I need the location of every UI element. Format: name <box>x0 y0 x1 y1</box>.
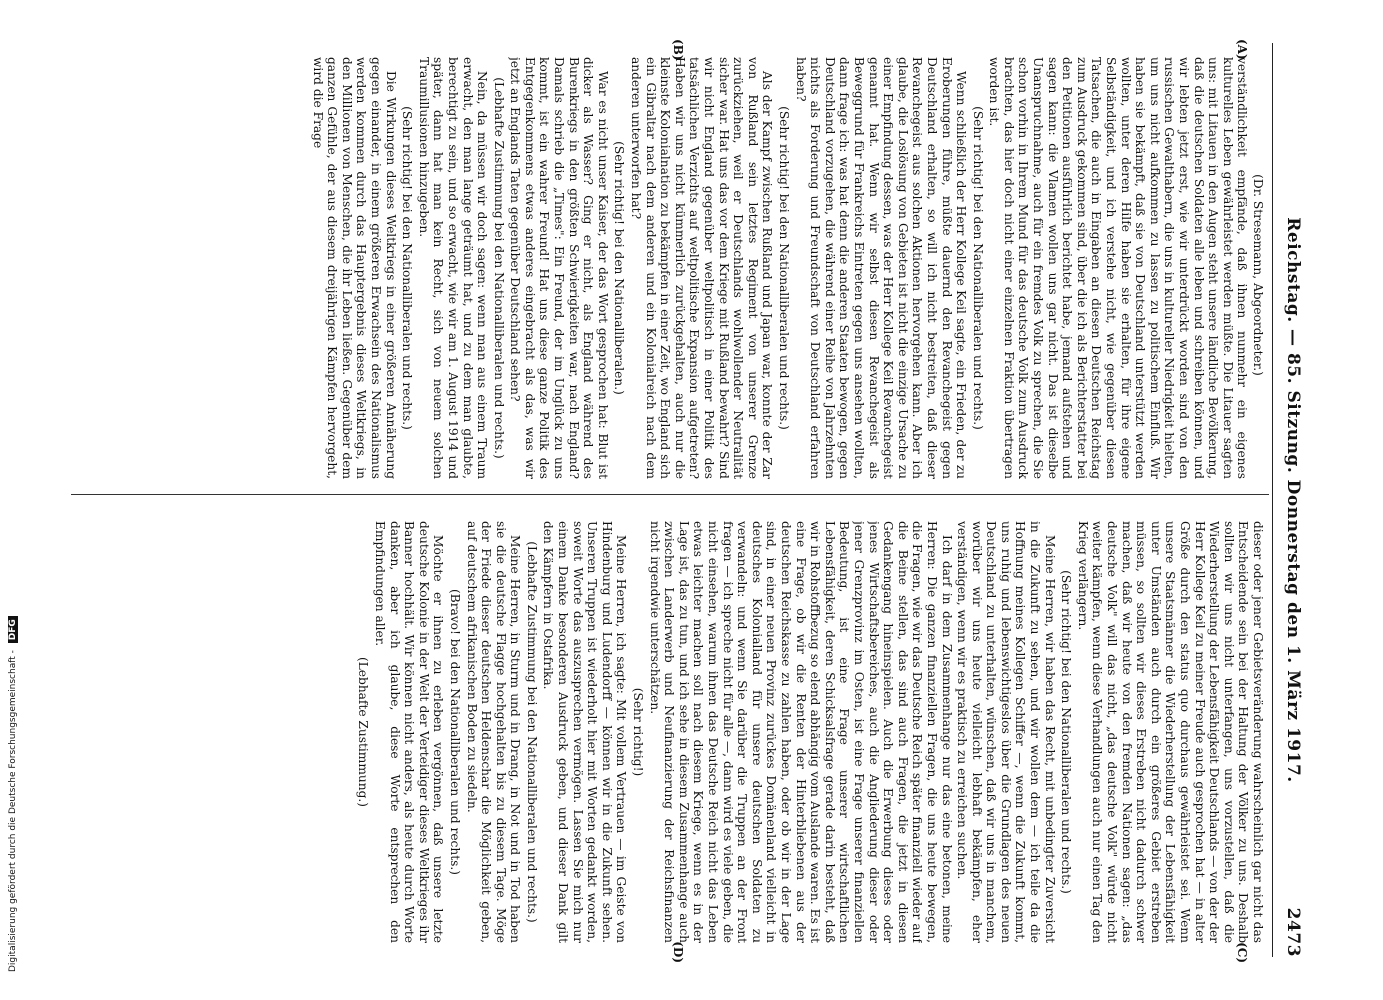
paragraph: Ich darf in dem Zusammenhange nur das eine betonen, meine Herren: Die ganzen finanziellen Fragen, die uns heute bewegen, die Fragen, wie wir das Deutsche Reich später finanziell wieder auf die Beine stellen, das sind auch Fragen, die jetzt in diesen Gedankengang hineinspielen. Auch die Erwerbung dieses oder jenes Wirtschaftsbereiches, auch die Angliederung dieser oder jener Grenzprovinz im Osten, ist eine Frage unserer finanziellen Bedeutung, ist eine Frage unserer wirtschaftlichen Lebensfähigkeit, deren Schicksalsfrage gerade darin besteht, daß wir in Rohstoffbezug so elend abhängig vom Auslande waren. Es ist eine Frage, ob wir die Renten der Hinterbliebenen aus der deutschen Reichskasse zu zahlen haben, oder ob wir in der Lage sind, in einer neuen Provinz zurückes Domänenland vielleicht in deutsches Kolonialland für unsere deutschen Soldaten zu verwandeln: und wenn Sie darüber die Truppen an der Front fragen — ich spreche nicht für alle —, dann wird es viele geben, die nicht einsehen, warum ihnen das Deutsche Reich nicht das Leben etwas leichter machen soll nach diesem Kriege, wenn es in der Lage ist, das zu tun, und ich sehe in diesem Zusammenhange auch zwischen Landerwerb und Neufinanzierung der Reichsfinanzen nicht irgendwie unterschätzen. <box>647 521 954 943</box>
margin-marker-a: (A) <box>1235 39 1249 60</box>
page-number: 2473 <box>1283 907 1303 957</box>
interjection: (Lebhafte Zustimmung.) <box>356 656 371 808</box>
header-title: Reichstag. — 85. Sitzung. Donnerstag den 1. März 1917. <box>1283 217 1303 783</box>
interjection: (Lebhafte Zustimmung bei den Nationalliberalen und rechts.) <box>524 541 539 923</box>
rotated-document-page <box>65 35 1305 965</box>
right-column <box>71 521 1265 943</box>
header-rule <box>1272 43 1273 957</box>
left-column <box>71 57 1265 479</box>
interjection: (Sehr richtig!) <box>631 687 646 777</box>
interjection: (Lebhafte Zustimmung bei den Nationalliberalen und rechts.) <box>491 77 506 459</box>
paragraph: Die Wirkungen dieses Weltkriegs in einer größeren Annäherung gegen einander, in einem größeren Erwachsein des Nationalismus werden kommen durch das Hauptergebnis dieses Weltkriegs, in den Millionen von Menschen, die ihr Leben ließen. Gegenüber dem ganzen Gefühle, der aus diesem dreijährigen Kämpfen hervorgeht, wird die Frage <box>310 57 398 479</box>
margin-marker-c: (C) <box>1235 942 1249 963</box>
dfg-logo: DFG <box>8 616 18 643</box>
paragraph: Meine Herren, in Sturm und in Drang, in Not und in Tod haben sie die deutsche Flagge hochgehalten bis zu diesem Tage. Möge der Friede dieser deutschen Heldenschar die Möglichkeit geben, auf deutschem afrikanischen Boden zu siedeln. <box>464 521 523 943</box>
interjection: (Sehr richtig! bei den Nationalliberalen und rechts.) <box>777 106 791 430</box>
paragraph: Wenn schließlich der Herr Kollege Keil sagte, ein Frieden, der zu Eroberungen führe, müßte dauernd den Revanchegeist gegen Deutschland erhalten, so will ich nicht bestreiten, daß dieser Revanchegeist aus solchen Aktionen hervorgehen kann. Aber ich glaube, die Loslösung von Gebieten ist nicht die einzige Ursache zu einer Empfindung dessen, was der Herr Kollege Keil Revanchegeist genannt hat. Wenn wir selbst diesen Revanchegeist als Beweggrund für Frankreichs Eintreten gegen uns ansehen wollten, dann frage ich: was hat denn die anderen Staaten bewogen, gegen Deutschland vorzugehen, die während einer Reihe von Jahrzehnten nichts als Forderung und Freundschaft von Deutschland erfahren haben? <box>793 57 969 479</box>
speaker-line: (Dr. Stresemann, Abgeordneter.) <box>1251 174 1265 376</box>
interjection: (Sehr richtig! bei den Nationalliberalen und rechts.) <box>1059 570 1074 894</box>
page-header <box>1271 43 1305 957</box>
credit-text: Digitalisierung gefördert durch die Deutsche Forschungsgemeinschaft - <box>8 650 18 972</box>
interjection: (Sehr richtig! bei den Nationalliberalen und rechts.) <box>400 106 415 430</box>
paragraph: Meine Herren, wir haben das Recht, mit unbedingter Zuversicht in die Zukunft zu sehen, und wir wollen dem — ich teile da die Hoffnung meines Kollegen Schiffer —, wenn die Zukunft kommt, uns ruhig und lebenswichtigeslos über die Grundlagen des neuen Deutschland zu unterhalten, wünschen, daß wir uns in manchem, worüber wir uns heute vielleicht lebhaft bekämpfen, eher verständigen, wenn wir es praktisch zu erreichen suchen. <box>955 521 1057 943</box>
paragraph: Meine Herren, ich sagte: Mit vollem Vertrauen — im Geiste von Hindenburg und Ludendorff — können wir in die Zukunft sehen. Unseren Truppen ist wiederholt hier mit Worten gedankt worden, soweit Worte das auszusprechen vermögen. Lassen Sie mich nur einem Danke besonderen Ausdruck geben, und dieser Dank gilt den Kämpfern in Ostafrika. <box>541 521 629 943</box>
margin-marker-b: (B) <box>671 39 685 61</box>
paragraph: Möchte er ihnen zu erleben vergönnen, daß unsere letzte deutsche Kolonie in der Welt der Verteidiger dieses Weltkrieges ihr Banner hochhält. Wir können nicht anders, als heute durch Worte danken, aber ich glaube, diese Worte entsprechen den Empfindungen aller. <box>372 521 446 943</box>
digitization-credit <box>8 616 18 972</box>
interjection: (Sehr richtig! bei den Nationalliberalen und rechts.) <box>970 106 985 430</box>
margin-marker-d: (D) <box>671 941 685 963</box>
column-separator <box>71 494 1269 495</box>
interjection: (Sehr richtig! bei den Nationalliberalen.) <box>612 141 627 395</box>
paragraph: dieser oder jener Gebietsveränderung wahrscheinlich gar nicht das Entscheidende sein bei der Haltung der Völker zu uns. Deshalb sollten wir uns nicht unterfangen, uns vorzustellen, daß die Wiederherstellung der Lebensfähigkeit Deutschlands — von der der Herr Kollege Keil zu meiner Freude auch gesprochen hat — in alter Größe durch den status quo durchaus gewährleistet sei. Wenn unsere Staatsmänner die Wiederherstellung der Lebensfähigkeit unter Umständen auch durch ein größeres Gebiet erstreben müssen, so sollten wir dieses Erstreben nicht dadurch schwer machen, daß wir heute von den fremden Nationen sagen: „das deutsche Volk" will das nicht, „das deutsche Volk" würde nicht weiter kämpfen, wenn diese Verhandlungen auch nur einen Tag den Krieg verlängern. <box>1075 521 1265 943</box>
paragraph: verständlichkeit empfände, daß ihnen nunmehr ein eigenes kulturelles Leben gewährleistet werden müßte. Die Litauer sagten uns: mit Litauen in den Augen steht unsere ländliche Bevölkerung, daß die deutschen Soldaten alle leben und schreiben können, und wir lebten jetzt erst, wie wir unterdrückt worden sind von den russischen Gewalthabern, die uns in kultureller Niedrigkeit hielten, um uns nicht aufkommen zu lassen zu politischem Einfluß. Wir haben sie bekämpft, daß sie von Deutschland unterstützt werden wollten, unter deren Hilfe haben sie erhalten, für ihre eigene Selbständigkeit, und ich verstehe nicht, wie gegenüber diesen Tatsachen, die auch in Eingaben an diesen Deutschen Reichstag zum Ausdruck gekommen sind, über die ich als Berichterstatter bei den Petitionen ausführlich berichtet habe, jemand aufstehen und sagen kann: die Vlamen wollen uns gar nicht. Das ist dieselbe Unanspruchnahme, auch für ein fremdes Volk zu sprechen, die Sie schon vorhin in Ihrem Mund für das deutsche Volk zum Ausdruck brachten, das hier doch nicht einer einzelnen Fraktion übertragen worden ist. <box>987 57 1250 479</box>
interjection: (Bravo! bei den Nationalliberalen und rechts.) <box>447 588 462 875</box>
paragraph: War es nicht unser Kaiser, der das Wort gesprochen hat: Blut ist dicker als Wasser? Ging er nicht, als England während des Burenkriegs in den größten Schwierigkeiten war, nach England? Damals schrieb die „Times": Ein Freund, der im Unglück zu uns kommt, ist ein wahrer Freund! Hat uns diese ganze Politik des Entgegenkommens etwas anderes eingebracht als das, was wir jetzt an Englands Taten gegenüber Deutschland sehen? <box>508 57 610 479</box>
paragraph: Nein, da müssen wir doch sagen: wenn man aus einem Traum erwacht, den man lange geträumt hat, und zu dem man glaubte, berechtigt zu sein, und so erwacht, wie wir am 1. August 1914 und später, dann hat man kein Recht, sich von neuem solchen Traumillusionen hinzugeben. <box>416 57 490 479</box>
paragraph: Als der Kampf zwischen Rußland und Japan war, konnte der Zar von Rußland sein letztes Regiment von unserer Grenze zurückziehen, weil er Deutschlands wohlwollender Neutralität sicher war. Hat uns das vor dem Kriege mit Rußland bewahrt? Sind wir nicht England gegenüber weltpolitisch in einer Politik des tatsächlichen Verzichts auf weltpolitische Expansion aufgetreten? Haben wir uns nicht kümmerlich zurückgehalten, auch nur die kleinste Kolonialnation zu bekämpfen in einer Zeit, wo England sich ein Gibraltar nach dem anderen und ein Kolonialreich nach dem anderen unterworfen hat? <box>629 57 775 479</box>
